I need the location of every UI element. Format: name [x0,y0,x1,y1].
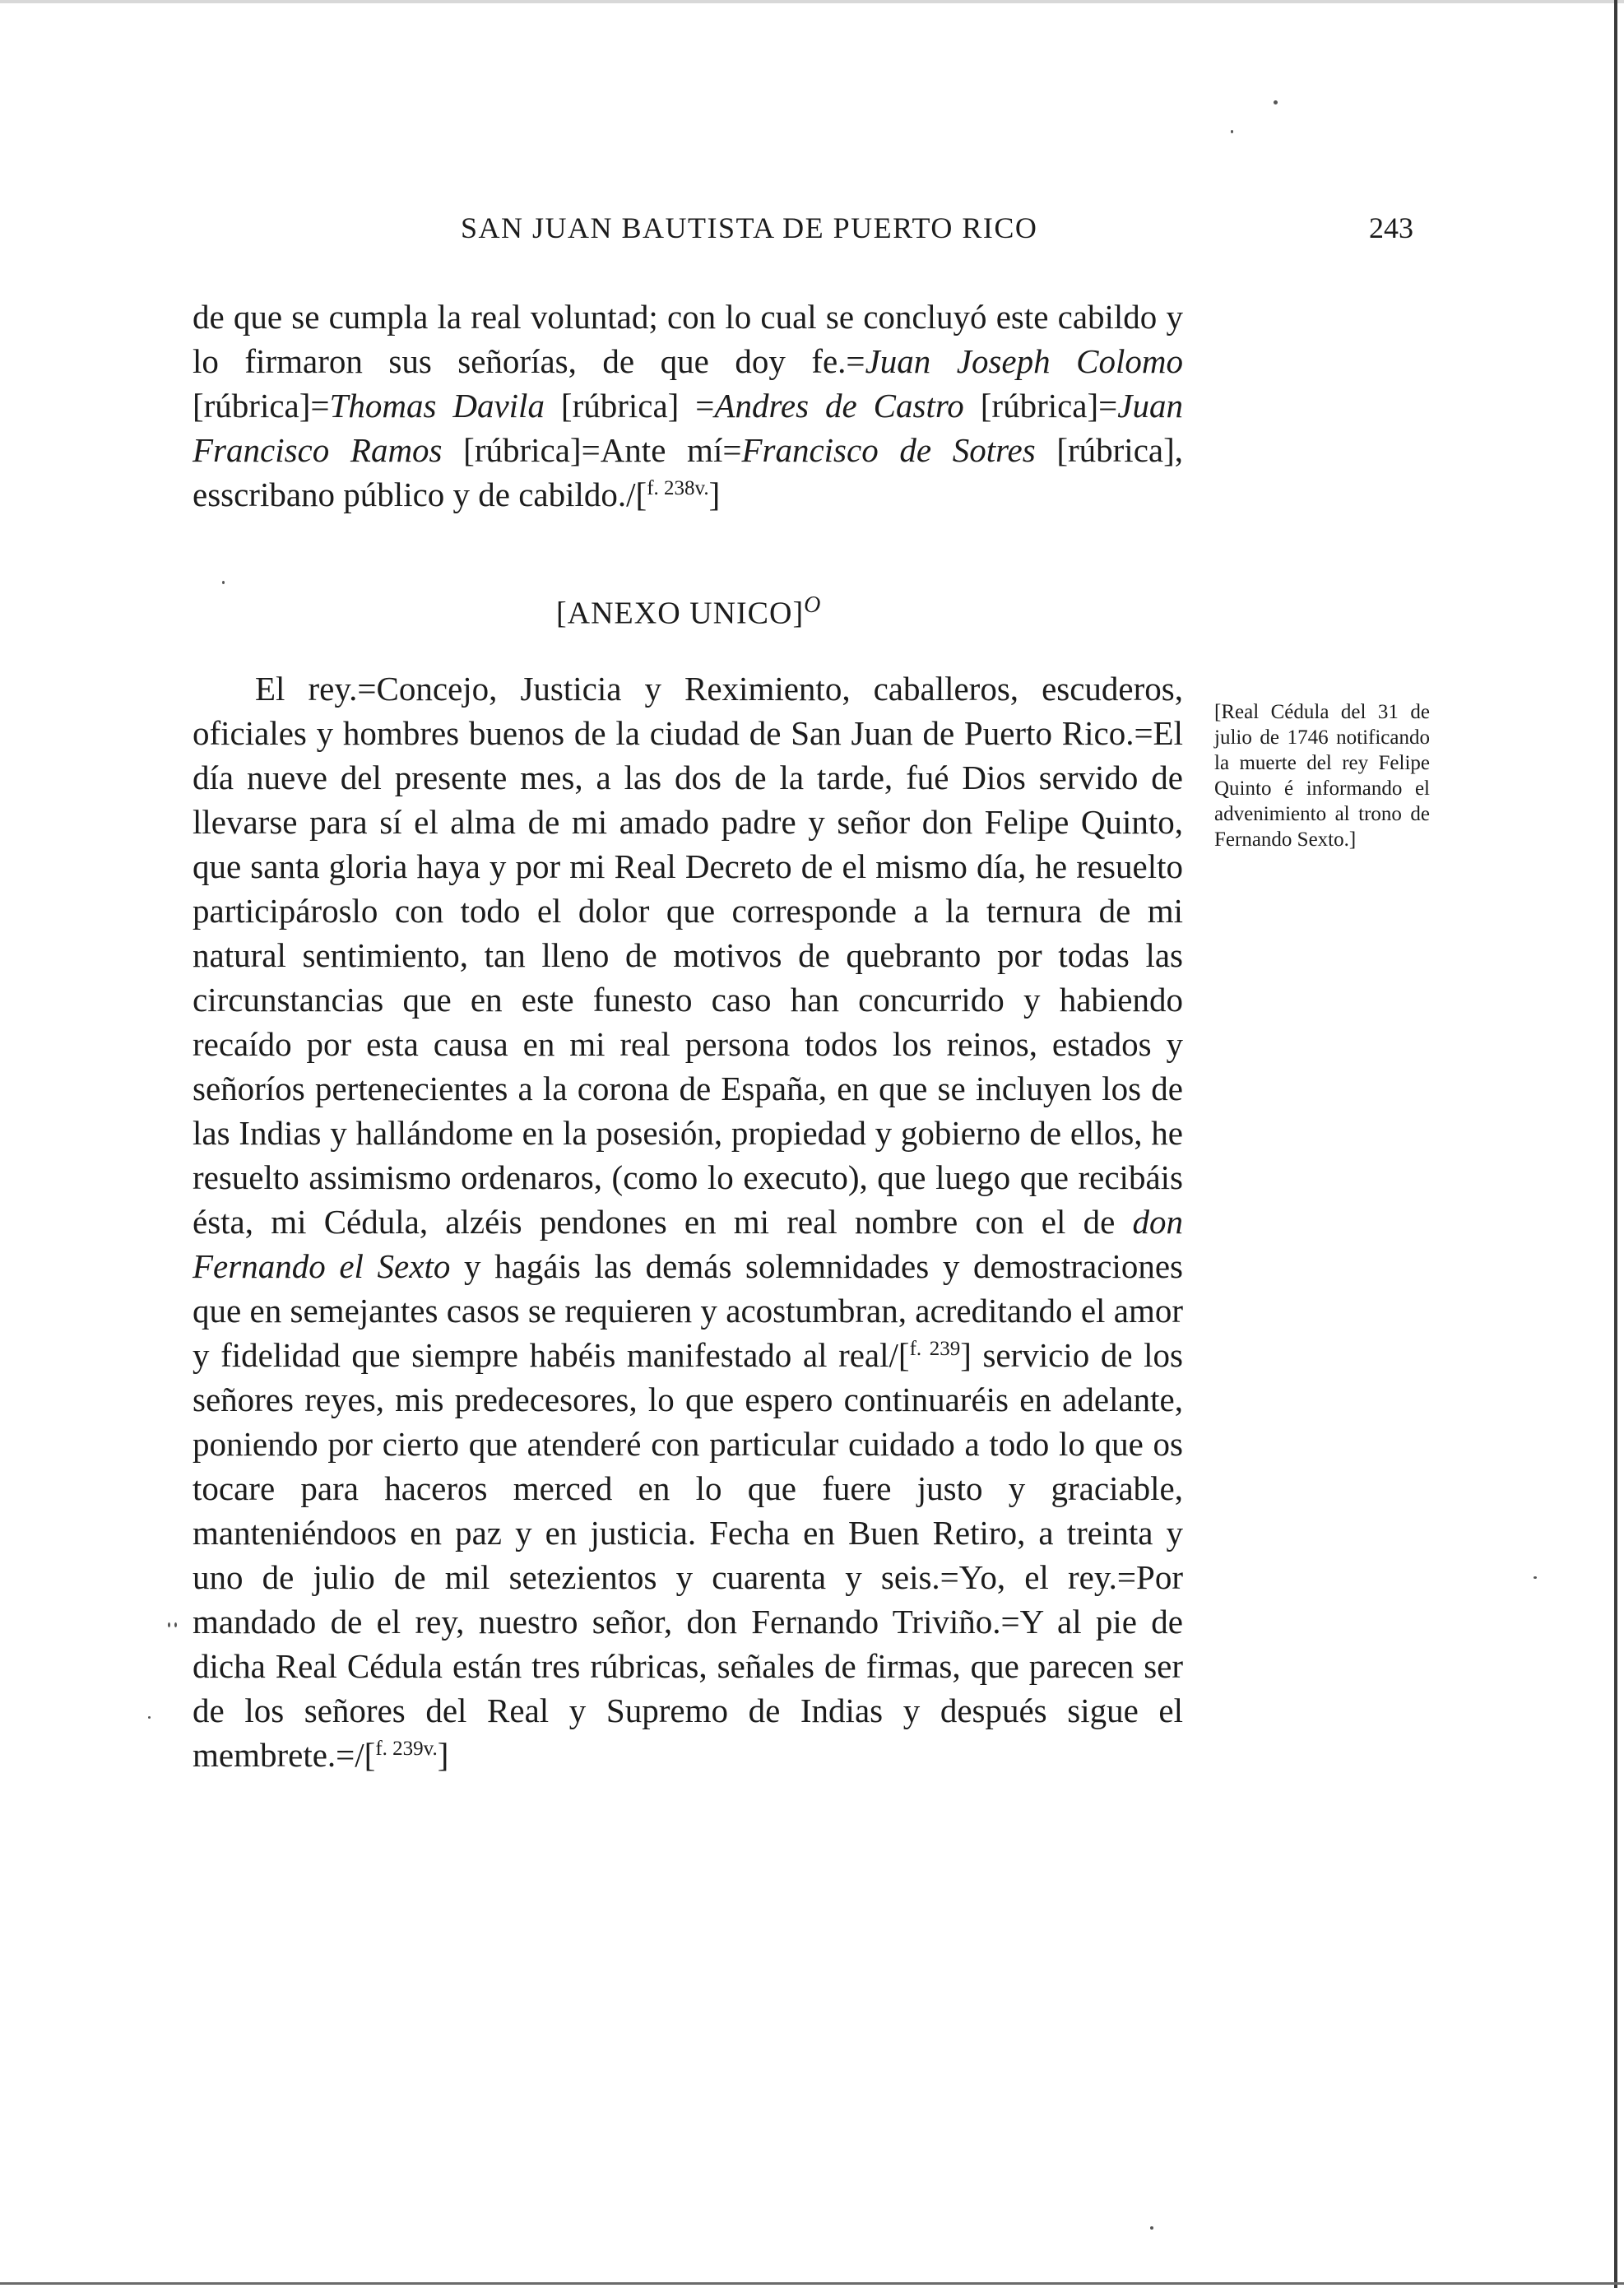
page-right-edge [1614,0,1617,2288]
page-bottom-edge [0,2282,1624,2285]
paper-speck [222,581,225,584]
text-run: ] servicio de los señores reyes, mis predecesores, lo que espero continuaréis en adelante, poniendo por cierto que atenderé con particular cuidado a todo lo que os tocare para haceros merced en lo que fuere justo y graciable, manteniéndoos en paz y en justicia. Fecha en Buen Retiro, a treinta y uno de julio de mil setezientos y cuarenta y seis.=Yo, el rey.=Por mandado de el rey, nuestro señor, don Fernando Triviño.=Y al pie de dicha Real Cédula están tres rúbricas, señales de firmas, que parecen ser de los señores del Real y Supremo de Indias y después sigue el membrete.=/[ [193,1336,1183,1774]
signatory-name: Andres de Castro [714,387,964,425]
text-run: [rúbrica]=Ante mí= [442,431,742,469]
paper-speck [1150,2226,1153,2230]
paper-speck [168,1622,170,1627]
section-heading [556,592,821,632]
folio-reference: f. 239 [909,1338,961,1360]
paper-speck [148,1716,151,1719]
text-run: ] [708,476,721,513]
text-run: y hagáis las demás solemnidades y demostraciones que en semejantes casos se requieren y acostumbran, acreditando el amor y fidelidad que siempre habéis manifestado al real/[ [193,1247,1183,1374]
running-title: SAN JUAN BAUTISTA DE PUERTO RICO [461,211,1038,244]
text-run: [rúbrica]= [963,387,1118,425]
text-run: [rúbrica]= [193,387,330,425]
page-number: 243 [1369,211,1413,244]
footnote-mark: O [804,592,822,618]
text-run: [rúbrica] = [544,387,715,425]
folio-reference: f. 239v. [375,1738,438,1760]
page-top-edge [0,0,1624,3]
top-paragraph [193,295,1183,517]
main-paragraph [193,666,1183,1777]
folio-reference: f. 238v. [647,477,709,499]
text-run: de que se cumpla la real voluntad; con lo cual se concluyó este cabildo y lo firmaron sus señorías, de que doy fe.= [193,298,1183,380]
section-heading-label: [ANEXO UNICO] [556,596,805,631]
paper-speck [174,1622,177,1627]
paper-speck [1274,100,1278,104]
text-run: El rey.=Concejo, Justicia y Reximiento, caballeros, escuderos, oficiales y hombres buenos de la ciudad de San Juan de Puerto Rico.=El día nueve del presente mes, a las dos de la tarde, fué Dios servido de llevarse para sí el alma de mi amado padre y señor don Felipe Quinto, que santa gloria haya y por mi Real Decreto de el mismo día, he resuelto participároslo con todo el dolor que corresponde a la ternura de mi natural sentimiento, tan lleno de motivos de quebranto por todas las circunstancias que en este funesto caso han concurrido y habiendo recaído por esta causa en mi real persona todos los reinos, estados y señoríos pertenecientes a la corona de España, en que se incluyen los de las Indias y hallándome en la posesión, propiedad y gobierno de ellos, he resuelto assimismo ordenaros, (como lo executo), que luego que recibáis ésta, mi Cédula, alzéis pendones en mi real nombre con el de [193,670,1183,1241]
signatory-name: Juan Francisco Ramos [193,387,1183,469]
text-run: ] [437,1736,449,1774]
signatory-name: Thomas Davila [329,387,545,425]
paper-speck [1231,130,1233,133]
italic-name: don Fernando el Sexto [193,1203,1183,1285]
margin-note: [Real Cédula del 31 de julio de 1746 notificando la muerte del rey Felipe Quinto é informando el advenimiento al trono de Fernando Sexto.] [1214,701,1430,851]
paper-speck [1534,1576,1537,1579]
signatory-name: Francisco de Sotres [741,431,1036,469]
signatory-name: Juan Joseph Colomo [865,342,1183,380]
text-run: [rúbrica], esscribano público y de cabildo./[ [193,431,1183,513]
